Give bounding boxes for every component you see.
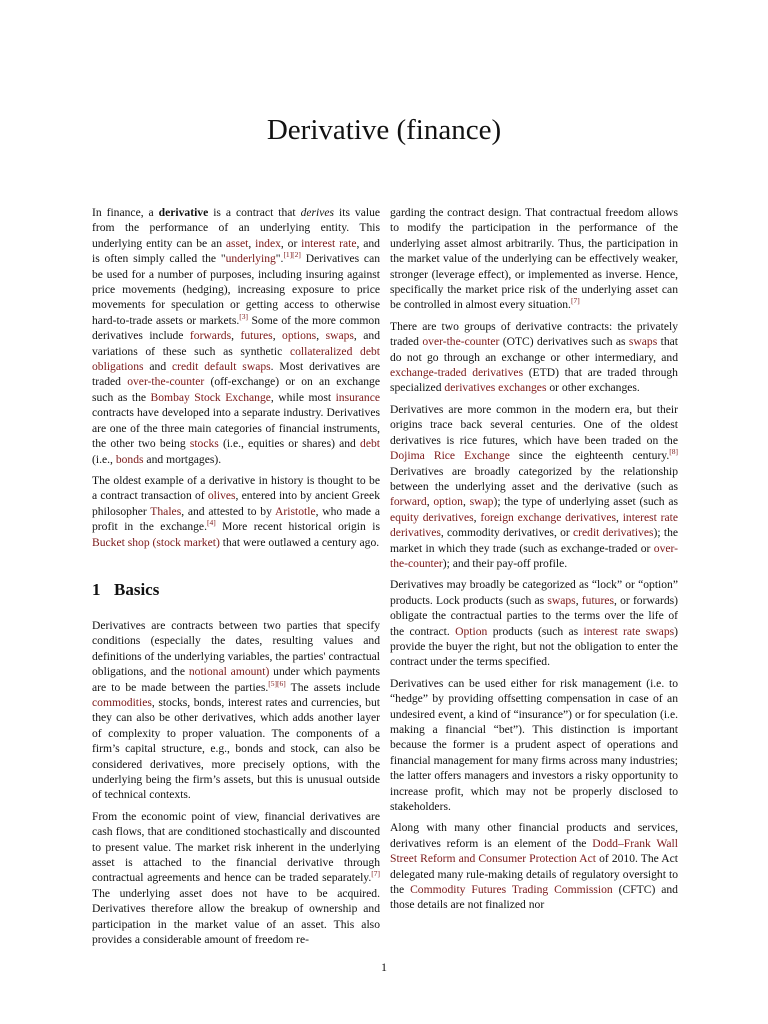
wiki-link[interactable]: swaps bbox=[325, 329, 354, 343]
wiki-link[interactable]: foreign exchange derivatives bbox=[480, 510, 617, 524]
citation-link[interactable]: [8] bbox=[669, 447, 678, 457]
paragraph: Derivatives are more common in the modern era, but their origins trace back several centuries. One of the oldest derivatives is rice futures, which have been traded on the Dojima Rice Exchange since the eighteenth century.[8] Derivatives are broadly categorized by the relationship between the underlying asset and the derivative (such as forward, option, swap); the type of underlying asset (such as equity derivatives, foreign exchange derivatives, interest rate derivatives, commodity derivatives, or credit derivatives); the market in which they trade (such as exchange-traded or over-the-counter); and their pay-off profile. bbox=[390, 402, 679, 570]
wiki-link[interactable]: credit default swaps bbox=[172, 360, 271, 374]
section-title: Basics bbox=[114, 579, 160, 599]
italic-term: derives bbox=[300, 206, 335, 219]
page-title: Derivative (finance) bbox=[266, 114, 502, 146]
wiki-link[interactable]: Aristotle bbox=[275, 504, 316, 518]
paragraph: In finance, a derivative is a contract that derives its value from the performance of an underlying entity. This underlying entity can be an asset, index, or interest rate, and is often simply called the "underlying".[1][2] Derivatives can be used for a number of purposes, including insuring against price movements (hedging), increasing exposure to price movements for speculation or getting access to otherwise hard-to-trade assets or markets.[3] Some of the more common derivatives include forwards, futures, options, swaps, and variations of these such as synthetic collateralized debt obligations and credit default swaps. Most derivatives are traded over-the-counter (off-exchange) or on an exchange such as the Bombay Stock Exchange, while most insurance contracts have developed into a separate industry. Derivatives are one of the three main categories of financial instruments, the other two being stocks (i.e., equities or shares) and debt (i.e., bonds and mortgages). bbox=[92, 206, 381, 466]
wiki-link[interactable]: interest rate derivatives bbox=[390, 510, 678, 540]
paragraph: Derivatives may broadly be categorized as “lock” or “option” products. Lock products (such as swaps, futures, or forwards) obligate the contractual parties to the terms over the life of the contract. Option products (such as interest rate swaps) provide the buyer the right, but not the obligation to enter the contract under the terms specified. bbox=[390, 578, 679, 669]
wiki-link[interactable]: Dodd–Frank Wall Street Reform and Consumer Protection Act bbox=[390, 836, 679, 866]
wiki-link[interactable]: exchange-traded derivatives bbox=[390, 366, 524, 380]
wiki-link[interactable]: bonds bbox=[115, 452, 144, 466]
wiki-link[interactable]: insurance bbox=[335, 390, 380, 404]
wiki-link[interactable]: over-the-counter bbox=[390, 541, 678, 570]
wiki-link[interactable]: Bombay Stock Exchange bbox=[150, 390, 271, 404]
wiki-link[interactable]: futures bbox=[581, 593, 614, 607]
wiki-link[interactable]: interest rate swaps bbox=[583, 624, 675, 638]
wiki-link[interactable]: option bbox=[433, 495, 463, 509]
section-number: 1 bbox=[92, 579, 101, 599]
wiki-link[interactable]: stocks bbox=[189, 437, 219, 451]
paragraph: Derivatives are contracts between two parties that specify conditions (especially the dates, resulting values and definitions of the underlying variables, the parties' contractual obligations, and the notional amount) under which payments are to be made between the parties.[5][6] The assets include commodities, stocks, bonds, interest rates and currencies, but they can also be other derivatives, which adds another layer of complexity to proper valuation. The components of a firm’s capital structure, e.g., bonds and stock, can also be considered derivatives, more precisely options, with the underlying being the firm’s assets, but this is unusual outside of technical contexts. bbox=[92, 618, 381, 802]
wiki-link[interactable]: options bbox=[282, 329, 317, 343]
wiki-link[interactable]: debt bbox=[360, 437, 380, 451]
wiki-link[interactable]: forward bbox=[390, 495, 427, 509]
wiki-link[interactable]: futures bbox=[240, 329, 273, 343]
paragraph: Along with many other financial products and services, derivatives reform is an element of the Dodd–Frank Wall Street Reform and Consumer Protection Act of 2010. The Act delegated many rule-making details of regulatory oversight to the Commodity Futures Trading Commission (CFTC) and those details are not finalized nor bbox=[390, 821, 679, 912]
citation-link[interactable]: [4] bbox=[206, 518, 216, 528]
left-column bbox=[92, 205, 380, 953]
paragraph: There are two groups of derivative contracts: the privately traded over-the-counter (OTC) derivatives such as swaps that do not go through an exchange or other intermediary, and exchange-traded derivatives (ETD) that are traded through specialized derivatives exchanges or other exchanges. bbox=[390, 319, 678, 395]
wiki-link[interactable]: swap bbox=[469, 495, 494, 509]
wiki-link[interactable]: equity derivatives bbox=[390, 510, 474, 524]
wiki-link[interactable]: Thales bbox=[150, 504, 182, 518]
wiki-link[interactable]: commodities bbox=[92, 695, 152, 709]
wiki-link[interactable]: Commodity Futures Trading Commission bbox=[410, 883, 613, 897]
wiki-link[interactable]: over-the-counter bbox=[422, 335, 500, 349]
wiki-link[interactable]: over-the-counter bbox=[127, 375, 205, 389]
paragraph: garding the contract design. That contractual freedom allows to modify the participation in the performance of the underlying asset almost arbitrarily. Thus, the participation in the market value of the underlying can be effectively weaker, stronger (leverage effect), or implemented as inverse. Hence, specifically the market price risk of the underlying asset can be controlled in almost every situation.[7] bbox=[390, 206, 678, 312]
wiki-link[interactable]: index bbox=[255, 236, 281, 250]
citation-link[interactable]: [7] bbox=[570, 296, 580, 306]
wiki-link[interactable]: collateralized debt obligations bbox=[92, 344, 380, 374]
paragraph: From the economic point of view, financial derivatives are cash flows, that are conditioned stochastically and discounted to present value. The market risk inherent in the underlying asset is attached to the financial derivative through contractual agreements and hence can be traded separately.[7] The underlying asset does not have to be acquired. Derivatives therefore allow the breakup of ownership and participation in the market value of an asset. This also provides a considerable amount of freedom re- bbox=[92, 809, 380, 947]
citation-link[interactable]: [5][6] bbox=[268, 678, 286, 688]
citation-link[interactable]: [1][2] bbox=[283, 250, 301, 260]
wiki-link[interactable]: forwards bbox=[189, 329, 232, 343]
citation-link[interactable]: [3] bbox=[239, 311, 248, 321]
wiki-link[interactable]: derivatives exchanges bbox=[444, 381, 547, 395]
wiki-link[interactable]: swaps bbox=[628, 335, 658, 349]
right-column bbox=[390, 205, 678, 919]
paragraph: The oldest example of a derivative in history is thought to be a contract transaction of olives, entered into by ancient Greek philosopher Thales, and attested to by Aristotle, who made a profit in the exchange.[4] More recent historical origin is Bucket shop (stock market) that were outlawed a century ago. bbox=[92, 473, 380, 549]
wiki-link[interactable]: olives bbox=[207, 489, 236, 503]
paragraph: Derivatives can be used either for risk management (i.e. to “hedge” by providing offsetting compensation in case of an undesired event, a kind of “insurance”) or for speculation (i.e. making a financial “bet”). This distinction is important because the former is a prudent aspect of operations and financial management for many firms across many industries; the latter offers managers and investors a risky opportunity to increase profit, which may not be properly disclosed to stakeholders. bbox=[390, 676, 678, 814]
wiki-link[interactable]: underlying bbox=[225, 252, 276, 266]
citation-link[interactable]: [7] bbox=[371, 869, 380, 879]
wiki-link[interactable]: Dojima Rice Exchange bbox=[390, 449, 510, 463]
wiki-link[interactable]: swaps bbox=[547, 593, 576, 607]
page-number: 1 bbox=[381, 960, 387, 974]
wiki-link[interactable]: interest rate bbox=[301, 236, 357, 250]
bold-term: derivative bbox=[158, 206, 209, 219]
wiki-link[interactable]: Bucket shop (stock market) bbox=[92, 535, 220, 549]
wiki-link[interactable]: credit derivatives bbox=[573, 526, 654, 540]
wiki-link[interactable]: notional amount) bbox=[188, 665, 270, 679]
wiki-link[interactable]: asset bbox=[225, 236, 249, 250]
section-heading bbox=[92, 580, 380, 600]
wiki-link[interactable]: Option bbox=[455, 624, 488, 638]
